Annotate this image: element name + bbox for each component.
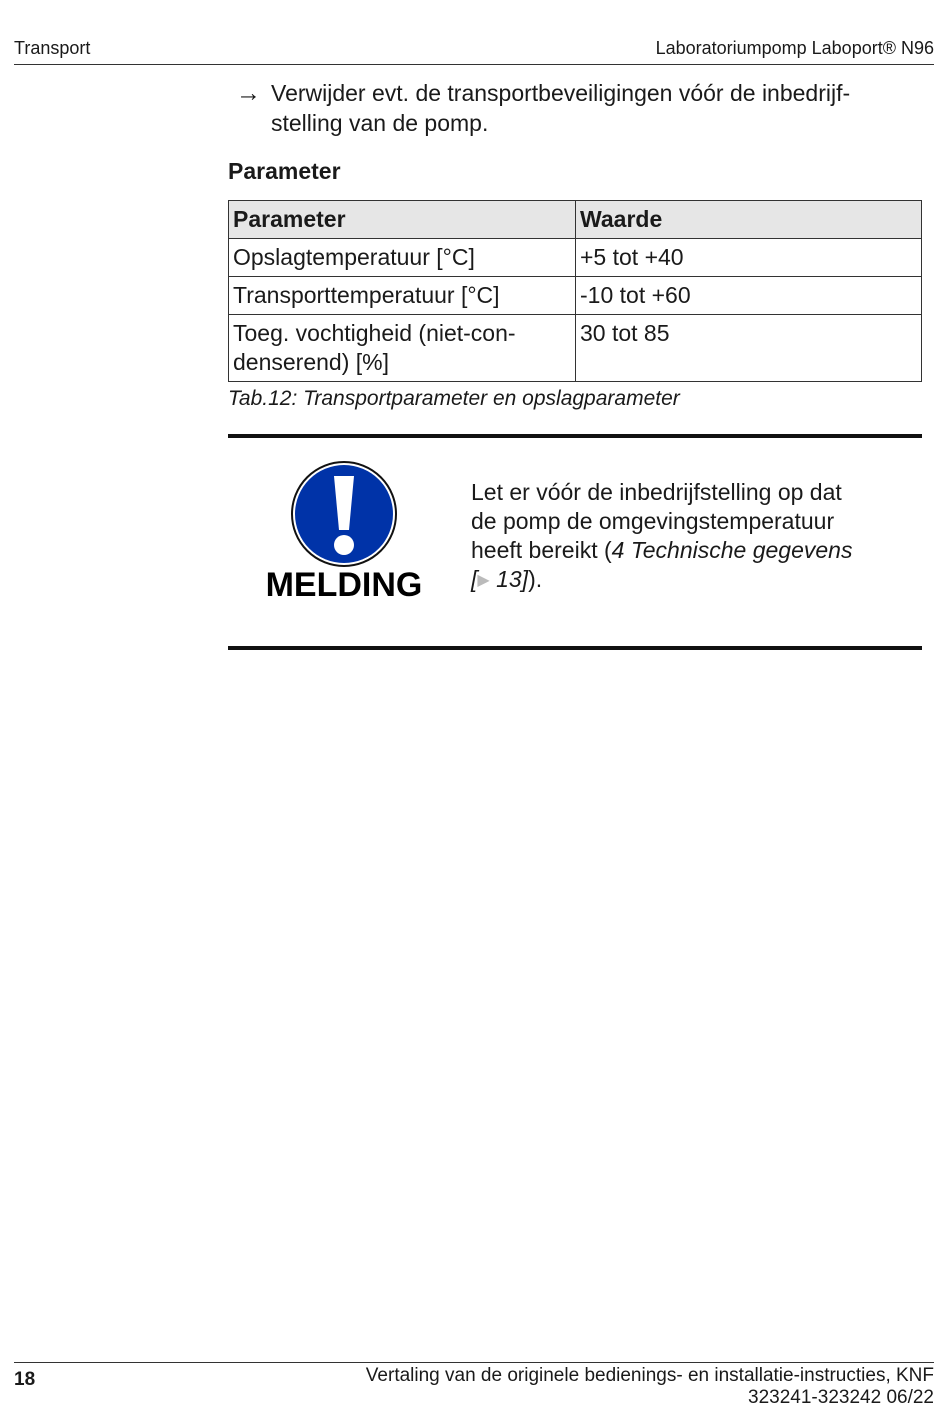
cell-parameter (229, 315, 576, 382)
exclamation-circle-icon (290, 460, 398, 568)
table-header-row (229, 201, 922, 239)
page-footer (14, 1362, 934, 1408)
parameter-table (228, 200, 922, 382)
table-row (229, 239, 922, 277)
cross-reference-title: 4 Technische gegevens (611, 537, 853, 563)
step-text-line2: stelling van de pomp. (271, 110, 489, 136)
cell-value: -10 tot +60 (576, 277, 922, 315)
main-content (228, 78, 922, 414)
table-row (229, 315, 922, 382)
cell-value: 30 tot 85 (576, 315, 922, 382)
table-caption: Tab.12: Transportparameter en opslagparameter (228, 387, 680, 410)
cell-parameter-line1: Toeg. vochtigheid (niet-con- (233, 320, 516, 346)
notice-text (471, 478, 911, 595)
cross-reference-bracket: [ (471, 566, 478, 592)
cross-reference-page: 13] (496, 566, 529, 592)
page-number: 18 (14, 1369, 36, 1390)
footer-line1: Vertaling van de originele bedienings- en installatie-instructies, KNF (365, 1365, 934, 1386)
page-header (14, 38, 934, 65)
cell-value: +5 tot +40 (576, 239, 922, 277)
cell-parameter-line2: denserend) [%] (233, 349, 389, 375)
notice-text-line2: de pomp de omgevingstemperatuur (471, 508, 835, 534)
arrow-right-icon: → (236, 79, 261, 107)
footer-info (366, 1365, 934, 1409)
header-product: Laboratoriumpomp Laboport® N96 (655, 38, 934, 58)
cell-parameter: Opslagtemperatuur [°C] (229, 239, 576, 277)
triangle-right-icon: ▶ (477, 572, 490, 589)
notice-text-suffix: ). (528, 566, 543, 592)
table-row (229, 277, 922, 315)
section-title: Parameter (228, 158, 341, 184)
notice-label: MELDING (265, 566, 423, 604)
notice-box (228, 434, 922, 650)
column-header-parameter: Parameter (229, 201, 576, 239)
header-section: Transport (14, 38, 91, 58)
cell-parameter: Transporttemperatuur [°C] (229, 277, 576, 315)
column-header-value: Waarde (576, 201, 922, 239)
step-text-line1: Verwijder evt. de transportbeveiligingen vóór de inbedrijf- (271, 80, 851, 106)
footer-line2: 323241-323242 06/22 (748, 1387, 934, 1408)
notice-text-line3: heeft bereikt ( (471, 537, 612, 563)
notice-text-line1: Let er vóór de inbedrijfstelling op dat (471, 479, 842, 505)
instruction-step (228, 78, 922, 138)
